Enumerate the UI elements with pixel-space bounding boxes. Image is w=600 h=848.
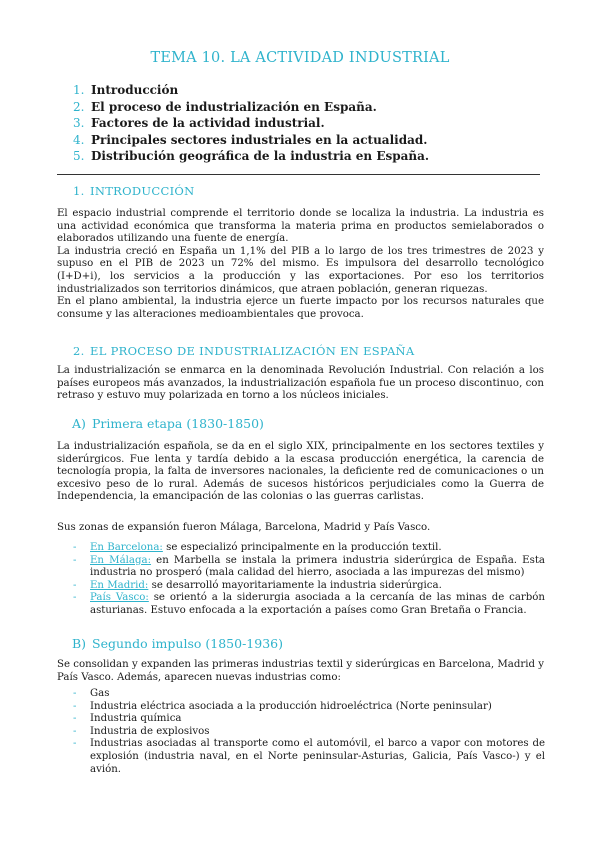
table-of-contents xyxy=(73,82,429,165)
divider xyxy=(57,174,540,175)
section-intro-text xyxy=(57,365,544,403)
dash-bullet: - xyxy=(73,554,77,566)
toc-label: Distribución geográfica de la industria en España. xyxy=(91,149,430,163)
industry-text: Industria eléctrica asociada a la producción hidroeléctrica (Norte peninsular) xyxy=(90,700,492,712)
new-industries-list xyxy=(73,688,545,776)
toc-item xyxy=(73,115,429,132)
dash-bullet: - xyxy=(73,713,77,725)
zones-intro xyxy=(57,522,544,535)
list-item xyxy=(73,701,545,714)
toc-item xyxy=(73,82,429,99)
paragraph: La industria creció en España un 1,1% del PIB a lo largo de los tres trimestres de 2023 y supuso en el PIB de 2023 un 72% del mismo. Es impulsora del desarrollo tecnológico (I+D+i), los servicios a la producción y las exportaciones. Por eso los territorios industrializados son territorios dinámicos, que atraen población, generan riquezas. xyxy=(57,245,544,295)
zone-text: se orientó a la siderurgia asociada a la cercanía de las minas de carbón asturianas. Estuvo enfocada a la exportación a países como Gran Bretaña o Francia. xyxy=(90,592,545,616)
subsection-title: Segundo impulso (1850-1936) xyxy=(92,636,283,651)
zone-text: en Marbella se instala la primera industria siderúrgica de España. Esta industria no prosperó (mala calidad del hierro, asociada a las impurezas del mismo) xyxy=(90,554,545,579)
paragraph: La industrialización se enmarca en la denominada Revolución Industrial. Con relación a los países europeos más avanzados, la industrialización española fue un proceso discontinuo, con retraso y estuvo muy polarizada en torno a los núcleos iniciales. xyxy=(57,365,544,402)
toc-number: 2. xyxy=(73,99,85,114)
primera-etapa-text xyxy=(57,441,544,504)
expansion-zones-list xyxy=(73,542,545,618)
paragraph: El espacio industrial comprende el territorio donde se localiza la industria. La industria es una actividad económica que transforma la materia prima en productos semielaborados o elaborados utilizando una fuente de energía. xyxy=(57,208,544,245)
list-item xyxy=(73,713,545,726)
list-item xyxy=(73,726,545,739)
industry-text: Industria química xyxy=(90,713,182,725)
subsection-letter: B) xyxy=(72,636,87,651)
toc-number: 4. xyxy=(73,132,85,147)
list-item xyxy=(73,738,545,776)
toc-label: Introducción xyxy=(91,83,179,97)
list-item xyxy=(73,688,545,701)
toc-item xyxy=(73,132,429,149)
toc-item xyxy=(73,99,429,116)
section-number: 1. xyxy=(73,184,85,198)
industry-text: Gas xyxy=(90,688,110,699)
subsection-heading-primera-etapa xyxy=(72,416,264,431)
zone-name: País Vasco: xyxy=(90,592,149,604)
dash-bullet: - xyxy=(73,579,77,591)
section-heading-introduccion xyxy=(73,184,195,198)
toc-number: 5. xyxy=(73,149,85,163)
dash-bullet: - xyxy=(73,725,77,737)
paragraph: Sus zonas de expansión fueron Málaga, Barcelona, Madrid y País Vasco. xyxy=(57,522,431,533)
zone-name: En Málaga: xyxy=(90,554,152,566)
dash-bullet: - xyxy=(73,738,77,750)
document-title: TEMA 10. LA ACTIVIDAD INDUSTRIAL xyxy=(150,50,450,66)
list-item xyxy=(73,542,545,555)
section-title: INTRODUCCIÓN xyxy=(90,184,195,198)
subsection-title: Primera etapa (1830-1850) xyxy=(92,416,264,431)
toc-label: Principales sectores industriales en la actualidad. xyxy=(91,132,428,147)
section-number: 2. xyxy=(73,344,85,358)
toc-label: Factores de la actividad industrial. xyxy=(91,116,325,130)
zone-name: En Barcelona: xyxy=(90,542,163,553)
paragraph: La industrialización española, se da en el siglo XIX, principalmente en los sectores textiles y siderúrgicos. Fue lenta y tardía debido a la escasa producción energética, la carencia de tecnología propia, la falta de inversores nacionales, la deficiente red de comunicaciones o un excesivo peso de lo rural. Además de sucesos históricos perjudiciales como la Guerra de Independencia, la emancipación de las colonias o las guerras carlistas. xyxy=(57,441,544,503)
toc-number: 1. xyxy=(73,83,85,97)
dash-bullet: - xyxy=(73,700,77,712)
zone-text: se desarrolló mayoritariamente la industria siderúrgica. xyxy=(148,579,442,591)
subsection-heading-segundo-impulso xyxy=(72,636,283,651)
toc-item xyxy=(73,148,429,165)
paragraph: Se consolidan y expanden las primeras industrias textil y siderúrgicas en Barcelona, Madrid y País Vasco. Además, aparecen nuevas industrias como: xyxy=(57,659,544,683)
dash-bullet: - xyxy=(73,542,77,553)
industry-text: Industrias asociadas al transporte como el automóvil, el barco a vapor con motores de explosión (industria naval, en el Norte peninsular-Asturias, Galicia, País Vasco-) y el avión. xyxy=(90,738,545,775)
toc-label: El proceso de industrialización en España. xyxy=(91,99,377,114)
introduction-text xyxy=(57,208,544,321)
zone-text: se especializó principalmente en la producción textil. xyxy=(162,542,442,553)
paragraph: En el plano ambiental, la industria ejerce un fuerte impacto por los recursos naturales que consume y las alteraciones medioambientales que provoca. xyxy=(57,296,544,320)
subsection-letter: A) xyxy=(72,416,86,431)
zone-name: En Madrid: xyxy=(90,579,149,591)
toc-number: 3. xyxy=(73,116,85,130)
industry-text: Industria de explosivos xyxy=(90,725,210,737)
section-heading-proceso xyxy=(73,344,415,358)
section-title: EL PROCESO DE INDUSTRIALIZACIÓN EN ESPAÑA xyxy=(90,344,415,358)
segundo-impulso-text xyxy=(57,659,544,684)
list-item xyxy=(73,580,545,593)
dash-bullet: - xyxy=(73,688,77,699)
list-item xyxy=(73,555,545,580)
dash-bullet: - xyxy=(73,592,77,604)
list-item xyxy=(73,592,545,617)
